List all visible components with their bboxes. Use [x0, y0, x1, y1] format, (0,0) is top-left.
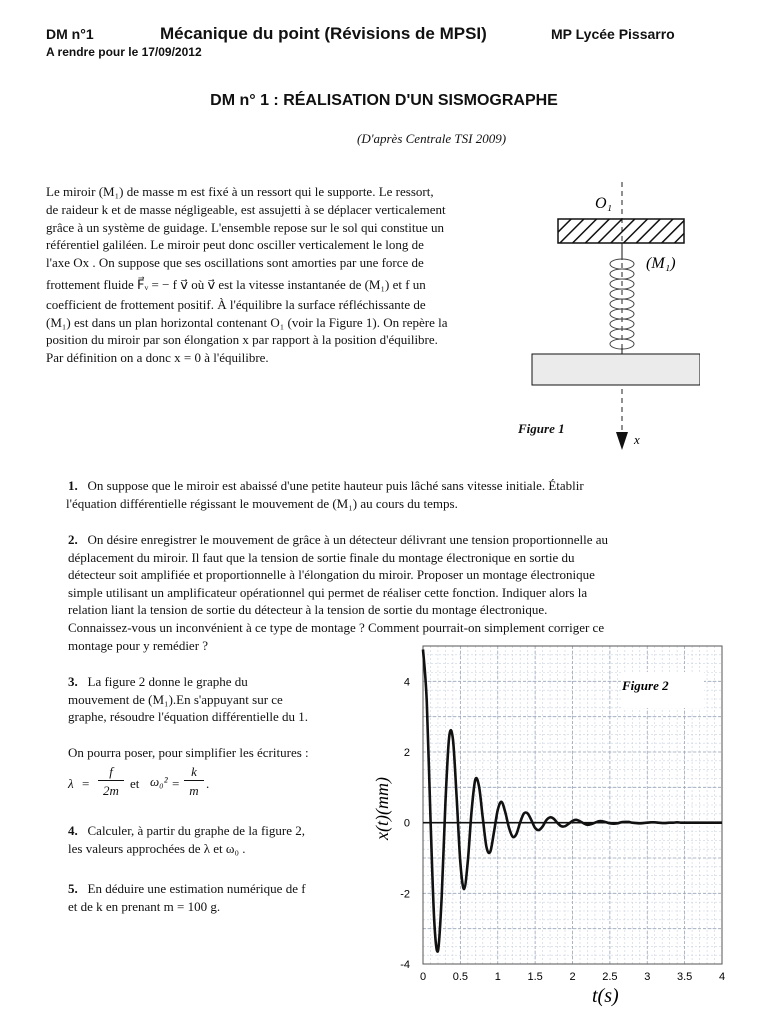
question-3 — [68, 673, 358, 726]
mirror-m1 — [532, 354, 700, 385]
document-title: DM n° 1 : RÉALISATION D'UN SISMOGRAPHE — [210, 92, 558, 109]
question-number: 4. — [68, 823, 78, 838]
question-5 — [68, 880, 358, 915]
x-ticks — [420, 971, 725, 983]
question-text: Connaissez-vous un inconvénient à ce type de montage ? Comment pourrait-on simplement corriger ce — [68, 619, 605, 635]
intro-line: frottement fluide F⃗ᵥ = − f v⃗ où v⃗ est la vitesse instantanée de (M₁) et f un — [46, 276, 426, 292]
point-o1-label: O₁ — [595, 195, 613, 212]
formula-lambda: λ — [68, 776, 74, 791]
mass-label: (M₁) — [646, 255, 676, 272]
formula-lambda-numerator: f — [109, 764, 113, 779]
intro-line: (M₁) est dans un plan horizontal contenant O₁ (voir la Figure 1). On repère la — [46, 314, 448, 330]
support-block — [558, 219, 684, 243]
question-text: et de k en prenant m = 100 g. — [68, 898, 221, 914]
question-text: On désire enregistrer le mouvement de grâce à un détecteur délivrant une tension proportionnelle au — [87, 532, 609, 547]
question-number: 1. — [68, 478, 78, 493]
y-tick-label: 0 — [403, 817, 410, 830]
intro-line: de raideur k et de masse négligeable, est assujetti à se déplacer verticalement — [46, 201, 446, 217]
question-text: l'équation différentielle régissant le mouvement de (M₁) au cours du temps. — [66, 495, 458, 511]
question-text: relation liant la tension de sortie du détecteur à la tension de sortie du montage électronique. — [68, 602, 548, 618]
intro-line: l'axe Ox . On suppose que ses oscillations sont amorties par une force de — [46, 255, 424, 271]
fraction-bar — [184, 780, 204, 781]
formula-dot: . — [206, 776, 210, 791]
dm-number: DM n°1 — [46, 26, 94, 42]
course-title: Mécanique du point (Révisions de MPSI) — [160, 24, 487, 43]
x-tick-label: 3 — [644, 971, 651, 983]
x-tick-label: 2.5 — [602, 971, 618, 983]
due-date: A rendre pour le 17/09/2012 — [46, 45, 202, 59]
intro-line: référentiel galiléen. Le miroir peut donc osciller verticalement le long de — [46, 237, 424, 253]
x-tick-label: 4 — [718, 971, 726, 983]
formula-equals: = — [172, 776, 180, 791]
x-tick-label: 1.5 — [527, 971, 543, 983]
formula-omega-numerator: k — [191, 764, 197, 779]
y-tick-label: -4 — [400, 959, 410, 971]
y-tick-label: 4 — [403, 676, 410, 689]
question-text: montage pour y remédier ? — [68, 637, 209, 653]
formula-equals: = — [82, 776, 90, 791]
intro-line: Le miroir (M₁) de masse m est fixé à un ressort qui le supporte. Le ressort, — [46, 184, 434, 199]
source-citation: (D'après Centrale TSI 2009) — [357, 131, 507, 146]
intro-line: position du miroir par son élongation x par rapport à la position d'équilibre. — [46, 332, 438, 348]
formula-omega-denominator: m — [189, 783, 199, 798]
formula-lambda-denominator: 2m — [103, 783, 119, 798]
x-tick-label: 0 — [419, 971, 427, 983]
x-axis-label: x — [634, 432, 640, 447]
question-text: détecteur soit amplifiée et proportionnelle à l'élongation du miroir. Proposer un montage électronique — [68, 567, 595, 583]
question-1 — [68, 477, 708, 512]
fraction-bar — [98, 780, 124, 781]
x-axis-arrow — [616, 432, 628, 450]
formula-omega: ω₀² — [150, 774, 168, 789]
question-text: déplacement du miroir. Il faut que la tension de sortie finale du montage électronique en sortie du — [68, 549, 575, 565]
question-text: Calculer, à partir du graphe de la figure 2, — [87, 823, 305, 838]
intro-paragraph — [46, 183, 508, 367]
figure-2-chart — [360, 640, 760, 1010]
question-number: 5. — [68, 881, 78, 896]
y-axis-label: x(t)(mm) — [372, 777, 392, 840]
y-ticks — [400, 676, 410, 971]
question-text: mouvement de (M₁).En s'appuyant sur ce — [68, 691, 283, 707]
question-text: En déduire une estimation numérique de f — [87, 881, 306, 896]
x-tick-label: 2 — [569, 971, 576, 983]
question-text: La figure 2 donne le graphe du — [87, 674, 248, 689]
x-tick-label: 1 — [494, 971, 501, 983]
figure-1-caption: Figure 1 — [518, 421, 565, 436]
x-tick-label: 3.5 — [676, 971, 693, 983]
question-number: 3. — [68, 674, 78, 689]
intro-line: Par définition on a donc x = 0 à l'équilibre. — [46, 350, 269, 366]
question-2 — [68, 531, 708, 654]
question-4 — [68, 822, 358, 857]
formula-and: et — [130, 776, 140, 791]
x-axis-label: t(s) — [592, 985, 619, 1007]
hint-text: On pourra poser, pour simplifier les écritures : — [68, 745, 309, 760]
question-number: 2. — [68, 532, 78, 547]
x-tick-label: 0.5 — [452, 971, 469, 983]
intro-line: coefficient de frottement positif. À l'équilibre la surface réfléchissante de — [46, 296, 426, 312]
figure-1-diagram — [520, 180, 700, 460]
class-label: MP Lycée Pissarro — [551, 26, 675, 42]
chart-title: Figure 2 — [622, 678, 669, 693]
y-tick-label: -2 — [400, 888, 410, 901]
question-text: simple utilisant un amplificateur opérationnel qui permet de réaliser cette fonction. Indiquer alors la — [68, 584, 588, 600]
question-text: les valeurs approchées de λ et ω₀ . — [68, 840, 246, 856]
question-text: graphe, résoudre l'équation différentielle du 1. — [68, 709, 308, 725]
y-tick-label: 2 — [403, 747, 410, 759]
intro-line: grâce à un système de guidage. L'ensemble repose sur le sol qui constitue un — [46, 219, 445, 235]
question-text: On suppose que le miroir est abaissé d'une petite hauteur puis lâché sans vitesse initiale. Établir — [87, 478, 584, 493]
